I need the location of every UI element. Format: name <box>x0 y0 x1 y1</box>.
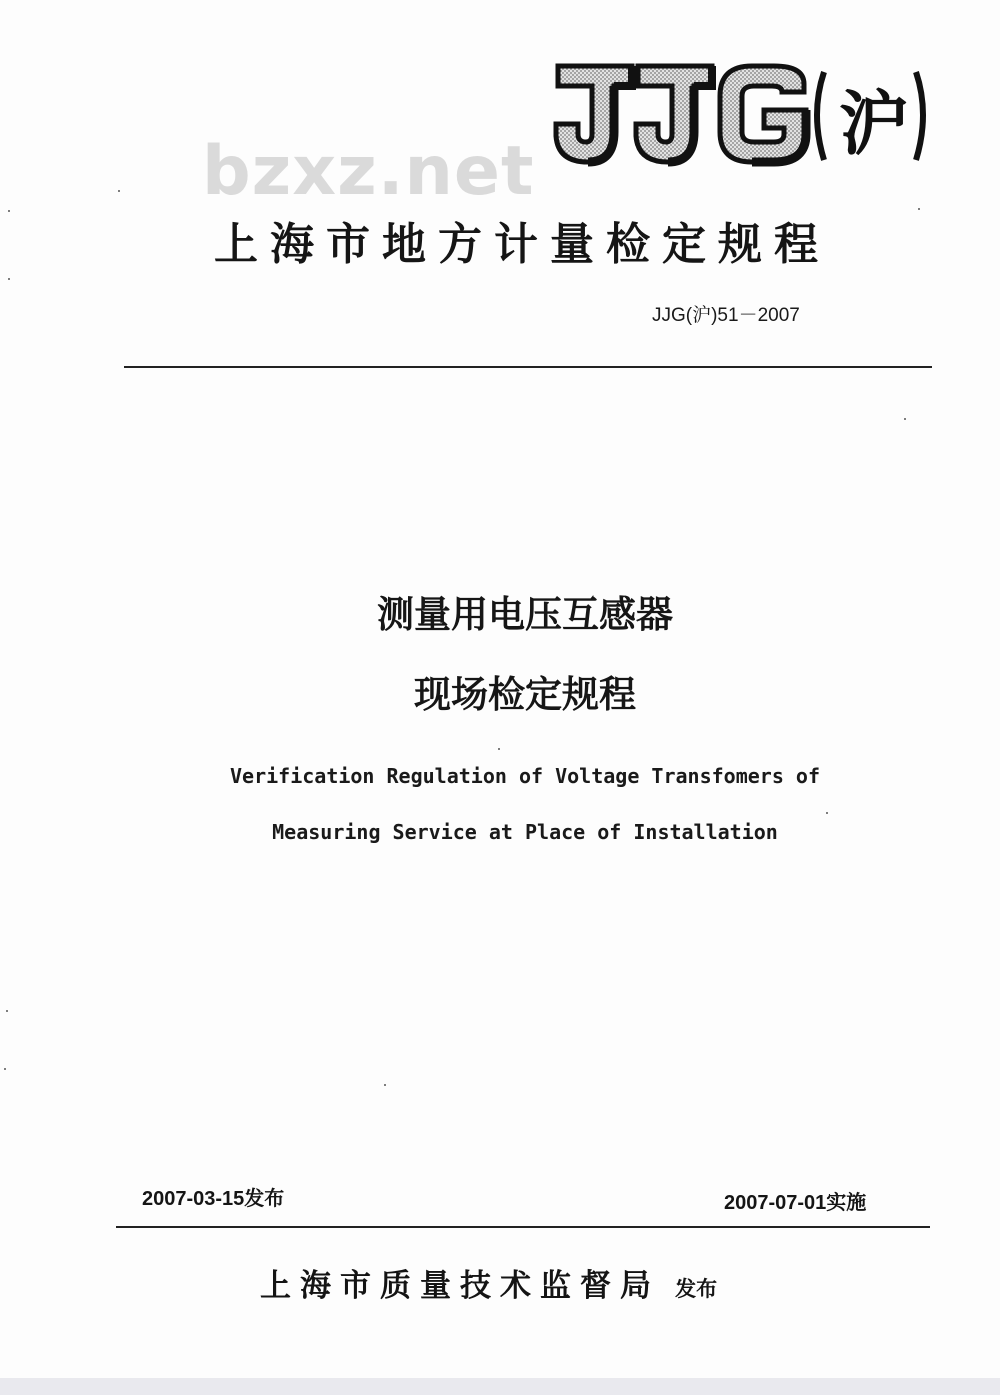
svg-text:沪: 沪 <box>839 83 909 165</box>
chinese-title-line-1: 测量用电压互感器 <box>377 593 673 636</box>
series-title: 上海市地方计量检定规程 <box>214 219 830 270</box>
publisher-name: 上海市质量技术监督局 <box>260 1268 660 1304</box>
scan-speck <box>384 1084 386 1086</box>
publisher <box>260 1260 717 1305</box>
logo-letter-j-2 <box>636 66 712 162</box>
watermark-text: bzxz.net <box>202 132 535 211</box>
scan-speck <box>498 748 500 750</box>
chinese-title-line-2: 现场检定规程 <box>414 673 636 716</box>
scan-speck <box>918 208 920 210</box>
publisher-action: 发布 <box>675 1277 718 1301</box>
implementation-date: 2007-07-01实施 <box>724 1192 867 1214</box>
header-divider <box>124 366 932 368</box>
scan-speck <box>826 812 828 814</box>
scan-speck <box>8 278 10 280</box>
logo-region-mark <box>817 72 923 165</box>
jjg-logo-graphic <box>552 62 932 174</box>
logo-letter-j-1 <box>556 66 632 162</box>
logo-letter-g <box>720 66 806 162</box>
scan-speck <box>6 1010 8 1012</box>
document-number: JJG(沪)51－2007 <box>652 305 800 326</box>
scan-bottom-strip <box>0 1378 1000 1395</box>
scan-speck <box>904 418 906 420</box>
scan-speck <box>8 210 10 212</box>
english-title-line-2: Measuring Service at Place of Installation <box>272 820 778 844</box>
footer-divider <box>116 1226 930 1228</box>
scan-speck <box>4 1068 6 1070</box>
english-title-line-1: Verification Regulation of Voltage Transfomers of <box>229 764 820 788</box>
scan-speck <box>118 190 120 192</box>
issue-date: 2007-03-15发布 <box>142 1188 285 1210</box>
jjg-logo <box>552 62 932 174</box>
